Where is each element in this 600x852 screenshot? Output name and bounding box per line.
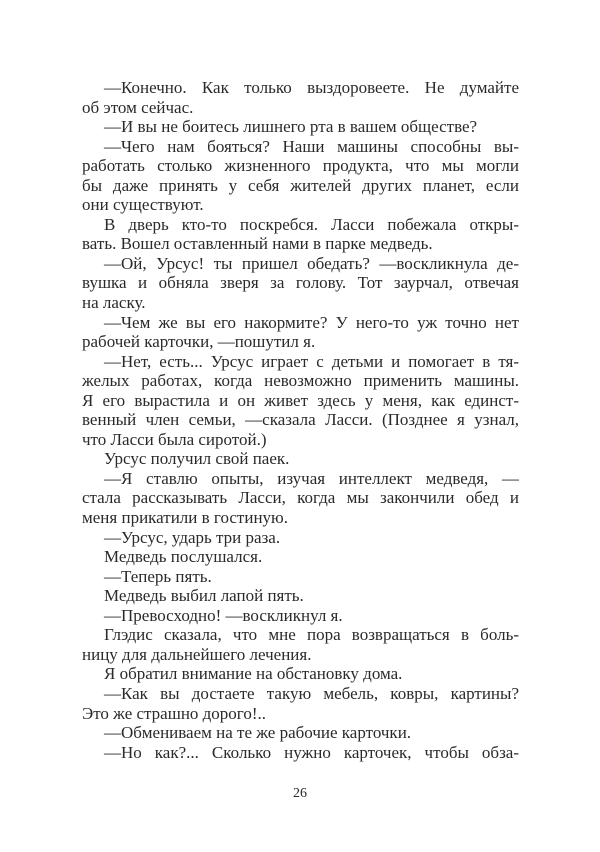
text-line: —Как вы достаете такую мебель, ковры, картины? — [104, 683, 519, 703]
paragraph — [82, 215, 519, 254]
text-line: —Превосходно! —воскликнул я. — [104, 605, 343, 625]
text-line: стала рассказывать Ласси, когда мы закончили обед и — [82, 488, 519, 508]
paragraph — [82, 606, 519, 626]
paragraph — [82, 528, 519, 548]
text-line: на ласку. — [82, 293, 146, 313]
text-line: —Нет, есть... Урсус играет с детьми и помогает в тя- — [104, 351, 519, 371]
paragraph — [82, 449, 519, 469]
text-line: Глэдис сказала, что мне пора возвращаться в боль- — [104, 625, 519, 645]
paragraph — [82, 78, 519, 117]
paragraph — [82, 567, 519, 587]
paragraph — [82, 313, 519, 352]
paragraph — [82, 743, 519, 763]
paragraph — [82, 254, 519, 313]
text-line: —Чего нам бояться? Наши машины способны вы- — [104, 136, 519, 156]
text-line: ницу для дальнейшего лечения. — [82, 644, 312, 664]
text-line: Урсус получил свой паек. — [104, 449, 290, 469]
text-line: —Конечно. Как только выздоровеете. Не думайте — [104, 78, 519, 97]
paragraph — [82, 664, 519, 684]
paragraph — [82, 352, 519, 450]
text-line: Это же страшно дорого!.. — [82, 703, 267, 723]
page-body-text — [82, 78, 519, 762]
paragraph — [82, 547, 519, 567]
text-line: —Ой, Урсус! ты пришел обедать? —воскликнула де- — [104, 253, 519, 273]
text-line: работать столько жизненного продукта, что мы могли — [82, 156, 519, 176]
text-line: Я обратил внимание на обстановку дома. — [104, 664, 403, 684]
text-line: венный член семьи, —сказала Ласси. (Позднее я узнал, — [82, 410, 519, 430]
text-line: —Теперь пять. — [104, 566, 212, 586]
text-line: рабочей карточки, —пошутил я. — [82, 332, 316, 352]
text-line: они существуют. — [82, 195, 204, 215]
text-line: В дверь кто-то поскребся. Ласси побежала откры- — [104, 214, 519, 234]
paragraph — [82, 684, 519, 723]
text-line: меня прикатили в гостиную. — [82, 508, 289, 528]
text-line: Медведь послушался. — [104, 547, 263, 567]
paragraph — [82, 469, 519, 528]
text-line: что Ласси была сиротой.) — [82, 429, 267, 449]
text-line: —И вы не боитесь лишнего рта в вашем обществе? — [104, 117, 478, 137]
paragraph — [82, 117, 519, 137]
paragraph — [82, 137, 519, 215]
text-line: Медведь выбил лапой пять. — [104, 586, 304, 606]
text-line: —Урсус, ударь три раза. — [104, 527, 281, 547]
text-line: —Но как?... Сколько нужно карточек, чтобы обза- — [104, 742, 519, 762]
text-line: —Чем же вы его накормите? У него-то уж точно нет — [104, 312, 519, 332]
paragraph — [82, 723, 519, 743]
text-line: об этом сейчас. — [82, 97, 194, 117]
page-number: 26 — [293, 786, 307, 801]
paragraph — [82, 586, 519, 606]
text-line: —Я ставлю опыты, изучая интеллект медведя, — — [104, 468, 519, 488]
paragraph — [82, 625, 519, 664]
text-line: вать. Вошел оставленный нами в парке медведь. — [82, 234, 433, 254]
text-line: желых работах, когда невозможно применить машины. — [82, 371, 519, 391]
text-line: бы даже принять у себя жителей других планет, если — [82, 175, 519, 195]
text-line: Я его вырастила и он живет здесь у меня, как единст- — [82, 390, 519, 410]
text-line: —Обмениваем на те же рабочие карточки. — [104, 723, 412, 743]
text-line: вушка и обняла зверя за голову. Тот заурчал, отвечая — [82, 273, 519, 293]
